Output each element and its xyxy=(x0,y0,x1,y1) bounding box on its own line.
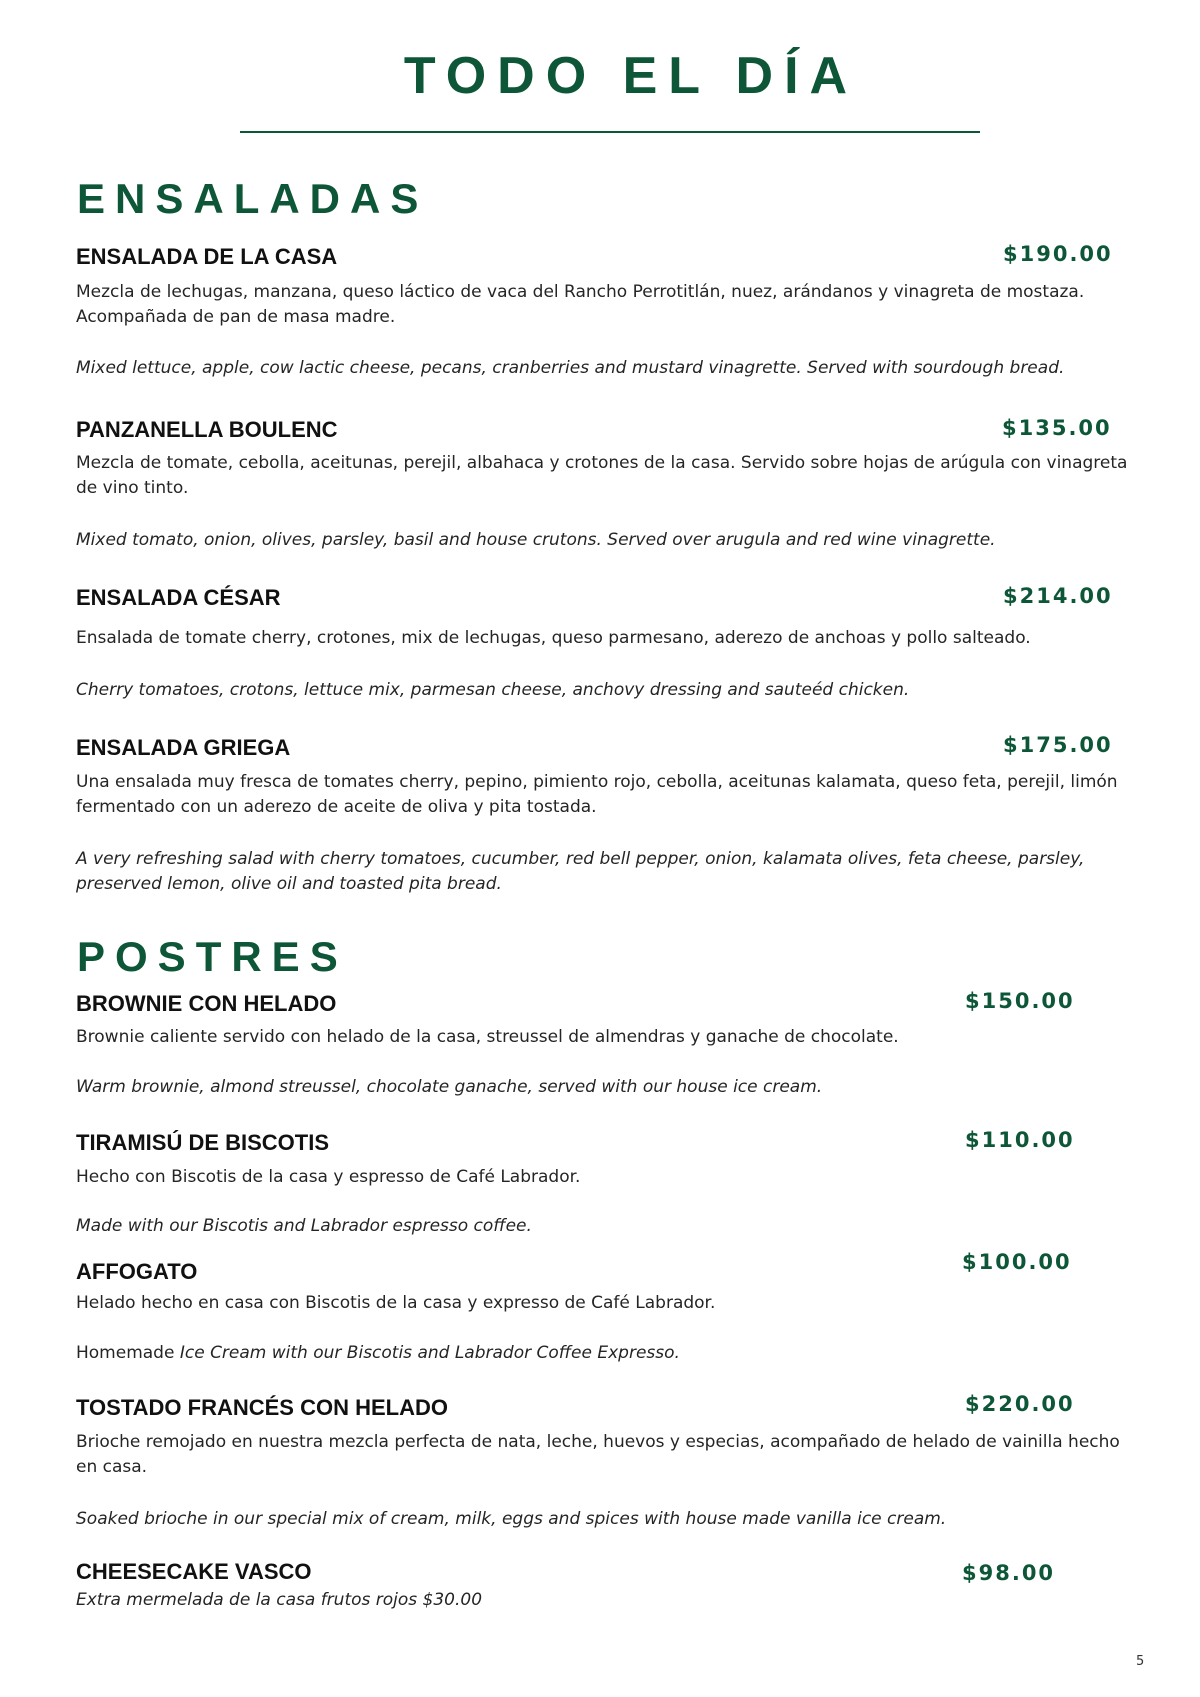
item-description-es: Brioche remojado en nuestra mezcla perfecta de nata, leche, huevos y especias, acompañado de helado de vainilla hecho en casa. xyxy=(76,1432,1120,1477)
item-name: TIRAMISÚ DE BISCOTIS xyxy=(76,1130,330,1155)
page-title: TODO EL DÍA xyxy=(403,47,859,105)
item-price: $110.00 xyxy=(965,1128,1075,1152)
item-name: ENSALADA DE LA CASA xyxy=(76,244,338,269)
item-price: $100.00 xyxy=(962,1250,1072,1274)
item-note: Extra mermelada de la casa frutos rojos $30.00 xyxy=(76,1590,483,1610)
item-description-es: Brownie caliente servido con helado de la casa, streussel de almendras y ganache de chocolate. xyxy=(76,1027,899,1047)
item-name: CHEESECAKE VASCO xyxy=(76,1559,312,1584)
item-description-en: Cherry tomatoes, crotons, lettuce mix, parmesan cheese, anchovy dressing and sauteéd chicken. xyxy=(76,680,910,700)
item-name: BROWNIE CON HELADO xyxy=(76,991,337,1016)
item-price: $135.00 xyxy=(1002,416,1112,440)
item-price: $220.00 xyxy=(965,1392,1075,1416)
item-description-en: Warm brownie, almond streussel, chocolate ganache, served with our house ice cream. xyxy=(76,1077,823,1097)
item-description-en xyxy=(76,1341,1136,1366)
item-description-es: Una ensalada muy fresca de tomates cherry, pepino, pimiento rojo, cebolla, aceitunas kalamata, queso feta, perejil, limón fermentado con un aderezo de aceite de oliva y pita tostada. xyxy=(76,772,1118,817)
item-description-en-italic: Ice Cream with our Biscotis and Labrador Coffee Expresso. xyxy=(179,1343,680,1363)
item-name: ENSALADA GRIEGA xyxy=(76,735,291,760)
item-name: AFFOGATO xyxy=(76,1259,198,1284)
item-description-es: Ensalada de tomate cherry, crotones, mix de lechugas, queso parmesano, aderezo de anchoas y pollo salteado. xyxy=(76,628,1031,648)
item-price: $190.00 xyxy=(1003,242,1113,266)
title-divider xyxy=(240,131,980,133)
page-number: 5 xyxy=(1136,1654,1145,1669)
item-price: $175.00 xyxy=(1003,733,1113,757)
item-description-es: Helado hecho en casa con Biscotis de la casa y expresso de Café Labrador. xyxy=(76,1293,716,1313)
item-description-en-plain: Homemade xyxy=(76,1343,180,1363)
item-description-en: Soaked brioche in our special mix of cream, milk, eggs and spices with house made vanilla ice cream. xyxy=(76,1509,947,1529)
item-description-es: Hecho con Biscotis de la casa y espresso de Café Labrador. xyxy=(76,1167,581,1187)
item-description-en: A very refreshing salad with cherry tomatoes, cucumber, red bell pepper, onion, kalamata olives, feta cheese, parsley, preserved lemon, olive oil and toasted pita bread. xyxy=(76,849,1085,894)
item-description-en: Made with our Biscotis and Labrador espresso coffee. xyxy=(76,1216,532,1236)
item-name: PANZANELLA BOULENC xyxy=(76,417,338,442)
section-heading-ensaladas: ENSALADAS xyxy=(77,175,429,222)
section-heading-postres: POSTRES xyxy=(77,933,348,980)
item-price: $214.00 xyxy=(1003,584,1113,608)
item-description-es: Mezcla de lechugas, manzana, queso láctico de vaca del Rancho Perrotitlán, nuez, arándanos y vinagreta de mostaza. Acompañada de pan de masa madre. xyxy=(76,282,1085,327)
item-description-es: Mezcla de tomate, cebolla, aceitunas, perejil, albahaca y crotones de la casa. Servido sobre hojas de arúgula con vinagreta de vino tinto. xyxy=(76,453,1128,498)
item-description-en: Mixed tomato, onion, olives, parsley, basil and house crutons. Served over arugula and red wine vinagrette. xyxy=(76,530,996,550)
item-name: ENSALADA CÉSAR xyxy=(76,585,281,610)
item-price: $98.00 xyxy=(962,1561,1056,1585)
item-price: $150.00 xyxy=(965,989,1075,1013)
item-name: TOSTADO FRANCÉS CON HELADO xyxy=(76,1395,448,1420)
item-description-en: Mixed lettuce, apple, cow lactic cheese, pecans, cranberries and mustard vinagrette. Served with sourdough bread. xyxy=(76,358,1065,378)
